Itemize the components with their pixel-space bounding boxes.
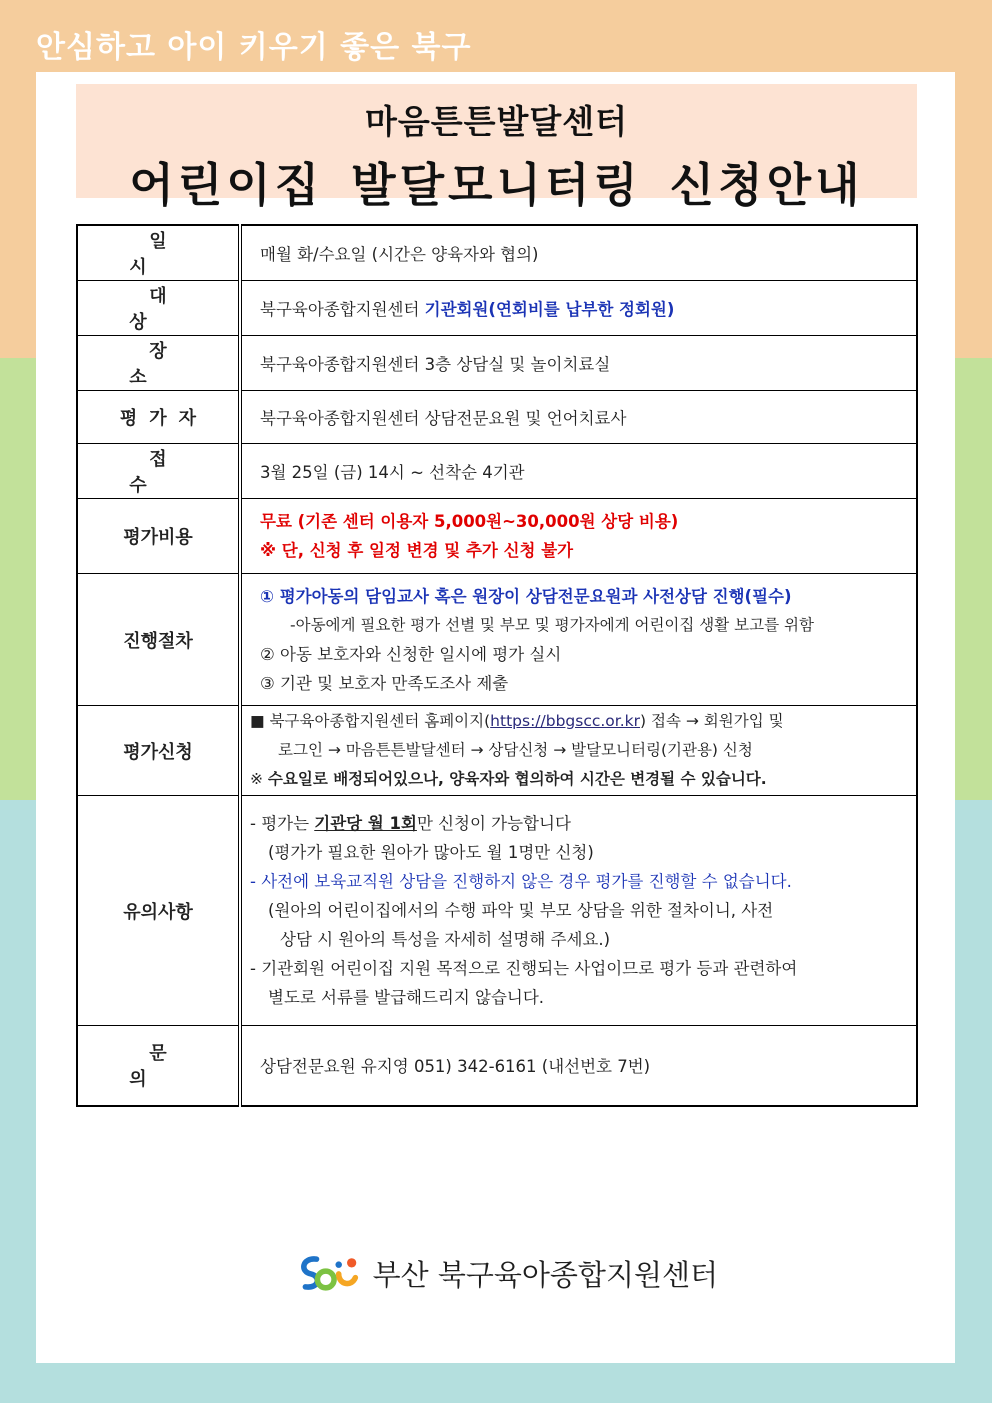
notes-1-bold: 기관당 월 1회 (314, 814, 417, 833)
apply-line-1-prefix: ■ 북구육아종합지원센터 홈페이지( (250, 712, 491, 730)
value-schedule: 매월 화/수요일 (시간은 양육자와 협의) (240, 225, 917, 281)
label-place: 장 소 (129, 341, 207, 388)
value-place: 북구육아종합지원센터 3층 상담실 및 놀이치료실 (240, 336, 917, 391)
label-target: 대 상 (129, 286, 207, 333)
footer (298, 1250, 718, 1296)
value-target-prefix: 북구육아종합지원센터 (260, 300, 425, 319)
notes-1-suffix: 만 신청이 가능합니다 (416, 814, 571, 833)
page-title: 어린이집 발달모니터링 신청안내 (129, 158, 864, 212)
notes-1-sub: (평가가 필요한 원아가 많아도 월 1명만 신청) (268, 843, 594, 862)
org-logo-icon (298, 1250, 365, 1296)
apply-line-1-suffix: ) 접속 → 회원가입 및 (640, 712, 784, 730)
row-place (77, 336, 917, 391)
top-banner: 안심하고 아이 키우기 좋은 북구 (36, 30, 472, 65)
row-fee (77, 499, 917, 574)
value-target-highlight: 기관회원(연회비를 납부한 정회원) (424, 300, 675, 319)
row-target (77, 281, 917, 336)
notes-3: - 기관회원 어린이집 지원 목적으로 진행되는 사업이므로 평가 등과 관련하여 (250, 959, 798, 978)
document-page (36, 72, 955, 1363)
procedure-step-2: ② 아동 보호자와 신청한 일시에 평가 실시 (260, 644, 562, 664)
label-fee: 평가비용 (77, 499, 240, 574)
row-evaluator (77, 391, 917, 444)
notes-2: - 사전에 보육교직원 상담을 진행하지 않은 경우 평가를 진행할 수 없습니다. (250, 872, 792, 891)
homepage-link[interactable]: https://bbgscc.or.kr (490, 712, 641, 730)
title-box (76, 84, 917, 212)
fee-line-1: 무료 (기존 센터 이용자 5,000원~30,000원 상당 비용) (260, 512, 679, 531)
info-table (76, 224, 918, 1107)
row-notes (77, 796, 917, 1026)
row-contact (77, 1026, 917, 1106)
apply-line-2: 로그인 → 마음튼튼발달센터 → 상담신청 → 발달모니터링(기관용) 신청 (278, 741, 753, 759)
apply-note-symbol: ※ (250, 770, 268, 788)
value-contact: 상담전문요원 유지영 051) 342-6161 (내선번호 7번) (240, 1026, 917, 1106)
row-procedure (77, 574, 917, 706)
label-procedure: 진행절차 (77, 574, 240, 706)
center-name: 마음튼튼발달센터 (364, 102, 629, 141)
org-name: 부산 북구육아종합지원센터 (372, 1257, 718, 1292)
notes-3-sub: 별도로 서류를 발급해드리지 않습니다. (268, 988, 545, 1007)
procedure-step-1-sub: -아동에게 필요한 평가 선별 및 부모 및 평가자에게 어린이집 생활 보고를 위함 (290, 615, 814, 634)
label-notes: 유의사항 (77, 796, 240, 1026)
row-apply (77, 706, 917, 796)
label-apply: 평가신청 (77, 706, 240, 796)
row-reception (77, 444, 917, 499)
label-schedule: 일 시 (129, 231, 207, 278)
label-evaluator: 평가자 (119, 408, 209, 429)
value-evaluator: 북구육아종합지원센터 상담전문요원 및 언어치료사 (240, 391, 917, 444)
procedure-step-3: ③ 기관 및 보호자 만족도조사 제출 (260, 673, 509, 693)
notes-1-prefix: - 평가는 (250, 814, 315, 833)
notes-2-sub-2: 상담 시 원아의 특성을 자세히 설명해 주세요.) (280, 930, 611, 949)
label-contact: 문 의 (129, 1043, 207, 1091)
notes-2-sub-1: (원아의 어린이집에서의 수행 파악 및 부모 상담을 위한 절차이니, 사전 (268, 901, 774, 920)
procedure-step-1: ① 평가아동의 담임교사 혹은 원장이 상담전문요원과 사전상담 진행(필수) (260, 586, 792, 606)
fee-line-2: ※ 단, 신청 후 일정 변경 및 추가 신청 불가 (260, 541, 574, 560)
value-reception: 3월 25일 (금) 14시 ~ 선착순 4기관 (240, 444, 917, 499)
row-schedule (77, 225, 917, 281)
apply-note: 수요일로 배정되어있으나, 양육자와 협의하여 시간은 변경될 수 있습니다. (267, 770, 767, 788)
label-reception: 접 수 (129, 449, 207, 496)
